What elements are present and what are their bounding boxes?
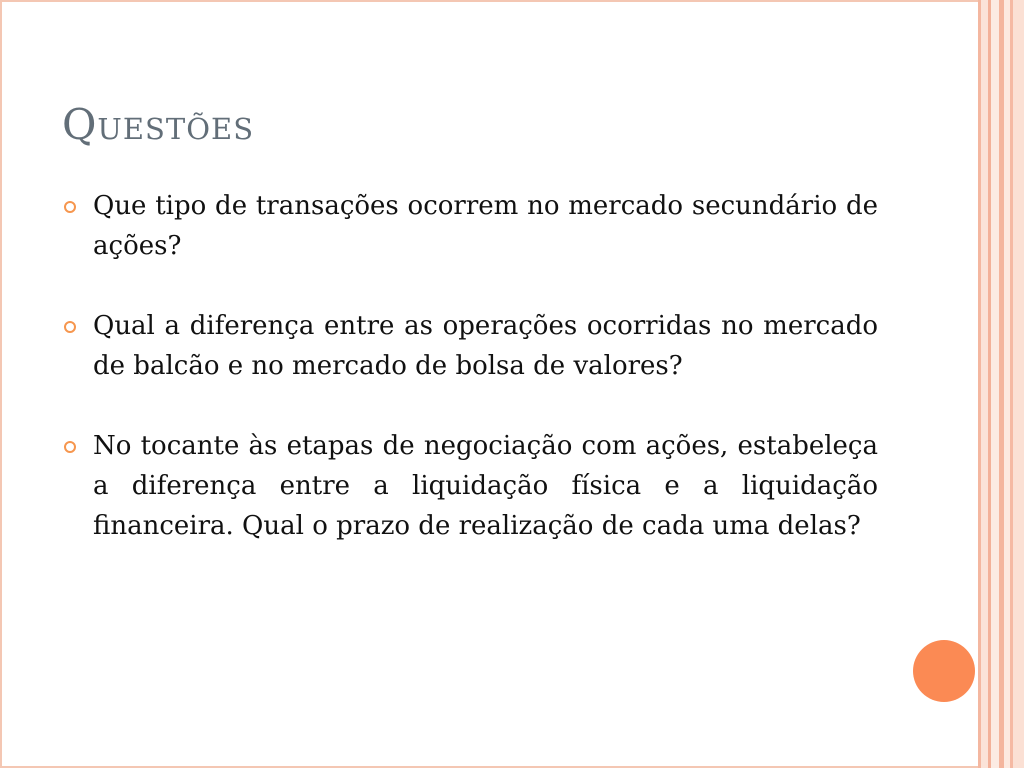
stripe [991,0,999,768]
ring-bullet-icon [64,321,76,333]
bullet-list [62,186,878,586]
bullet-item [62,306,878,386]
slide-frame-left [0,0,2,768]
decorative-circle [913,640,975,702]
bullet-text: Qual a diferença entre as operações ocorridas no mercado de balcão e no mercado de bolsa de valores? [93,311,878,381]
bullet-item [62,186,878,266]
decorative-stripe-band [978,0,1024,768]
ring-bullet-icon [64,441,76,453]
slide-frame-top [0,0,984,2]
bullet-text: Que tipo de transações ocorrem no mercado secundário de ações? [93,191,878,261]
bullet-text: No tocante às etapas de negociação com ações, estabeleça a diferença entre a liquidação física e a liquidação financeira. Qual o prazo de realização de cada uma delas? [93,431,878,541]
bullet-item [62,426,878,546]
stripe [981,0,988,768]
slide-title: Questões [62,100,255,149]
stripe [1013,0,1024,768]
ring-bullet-icon [64,201,76,213]
